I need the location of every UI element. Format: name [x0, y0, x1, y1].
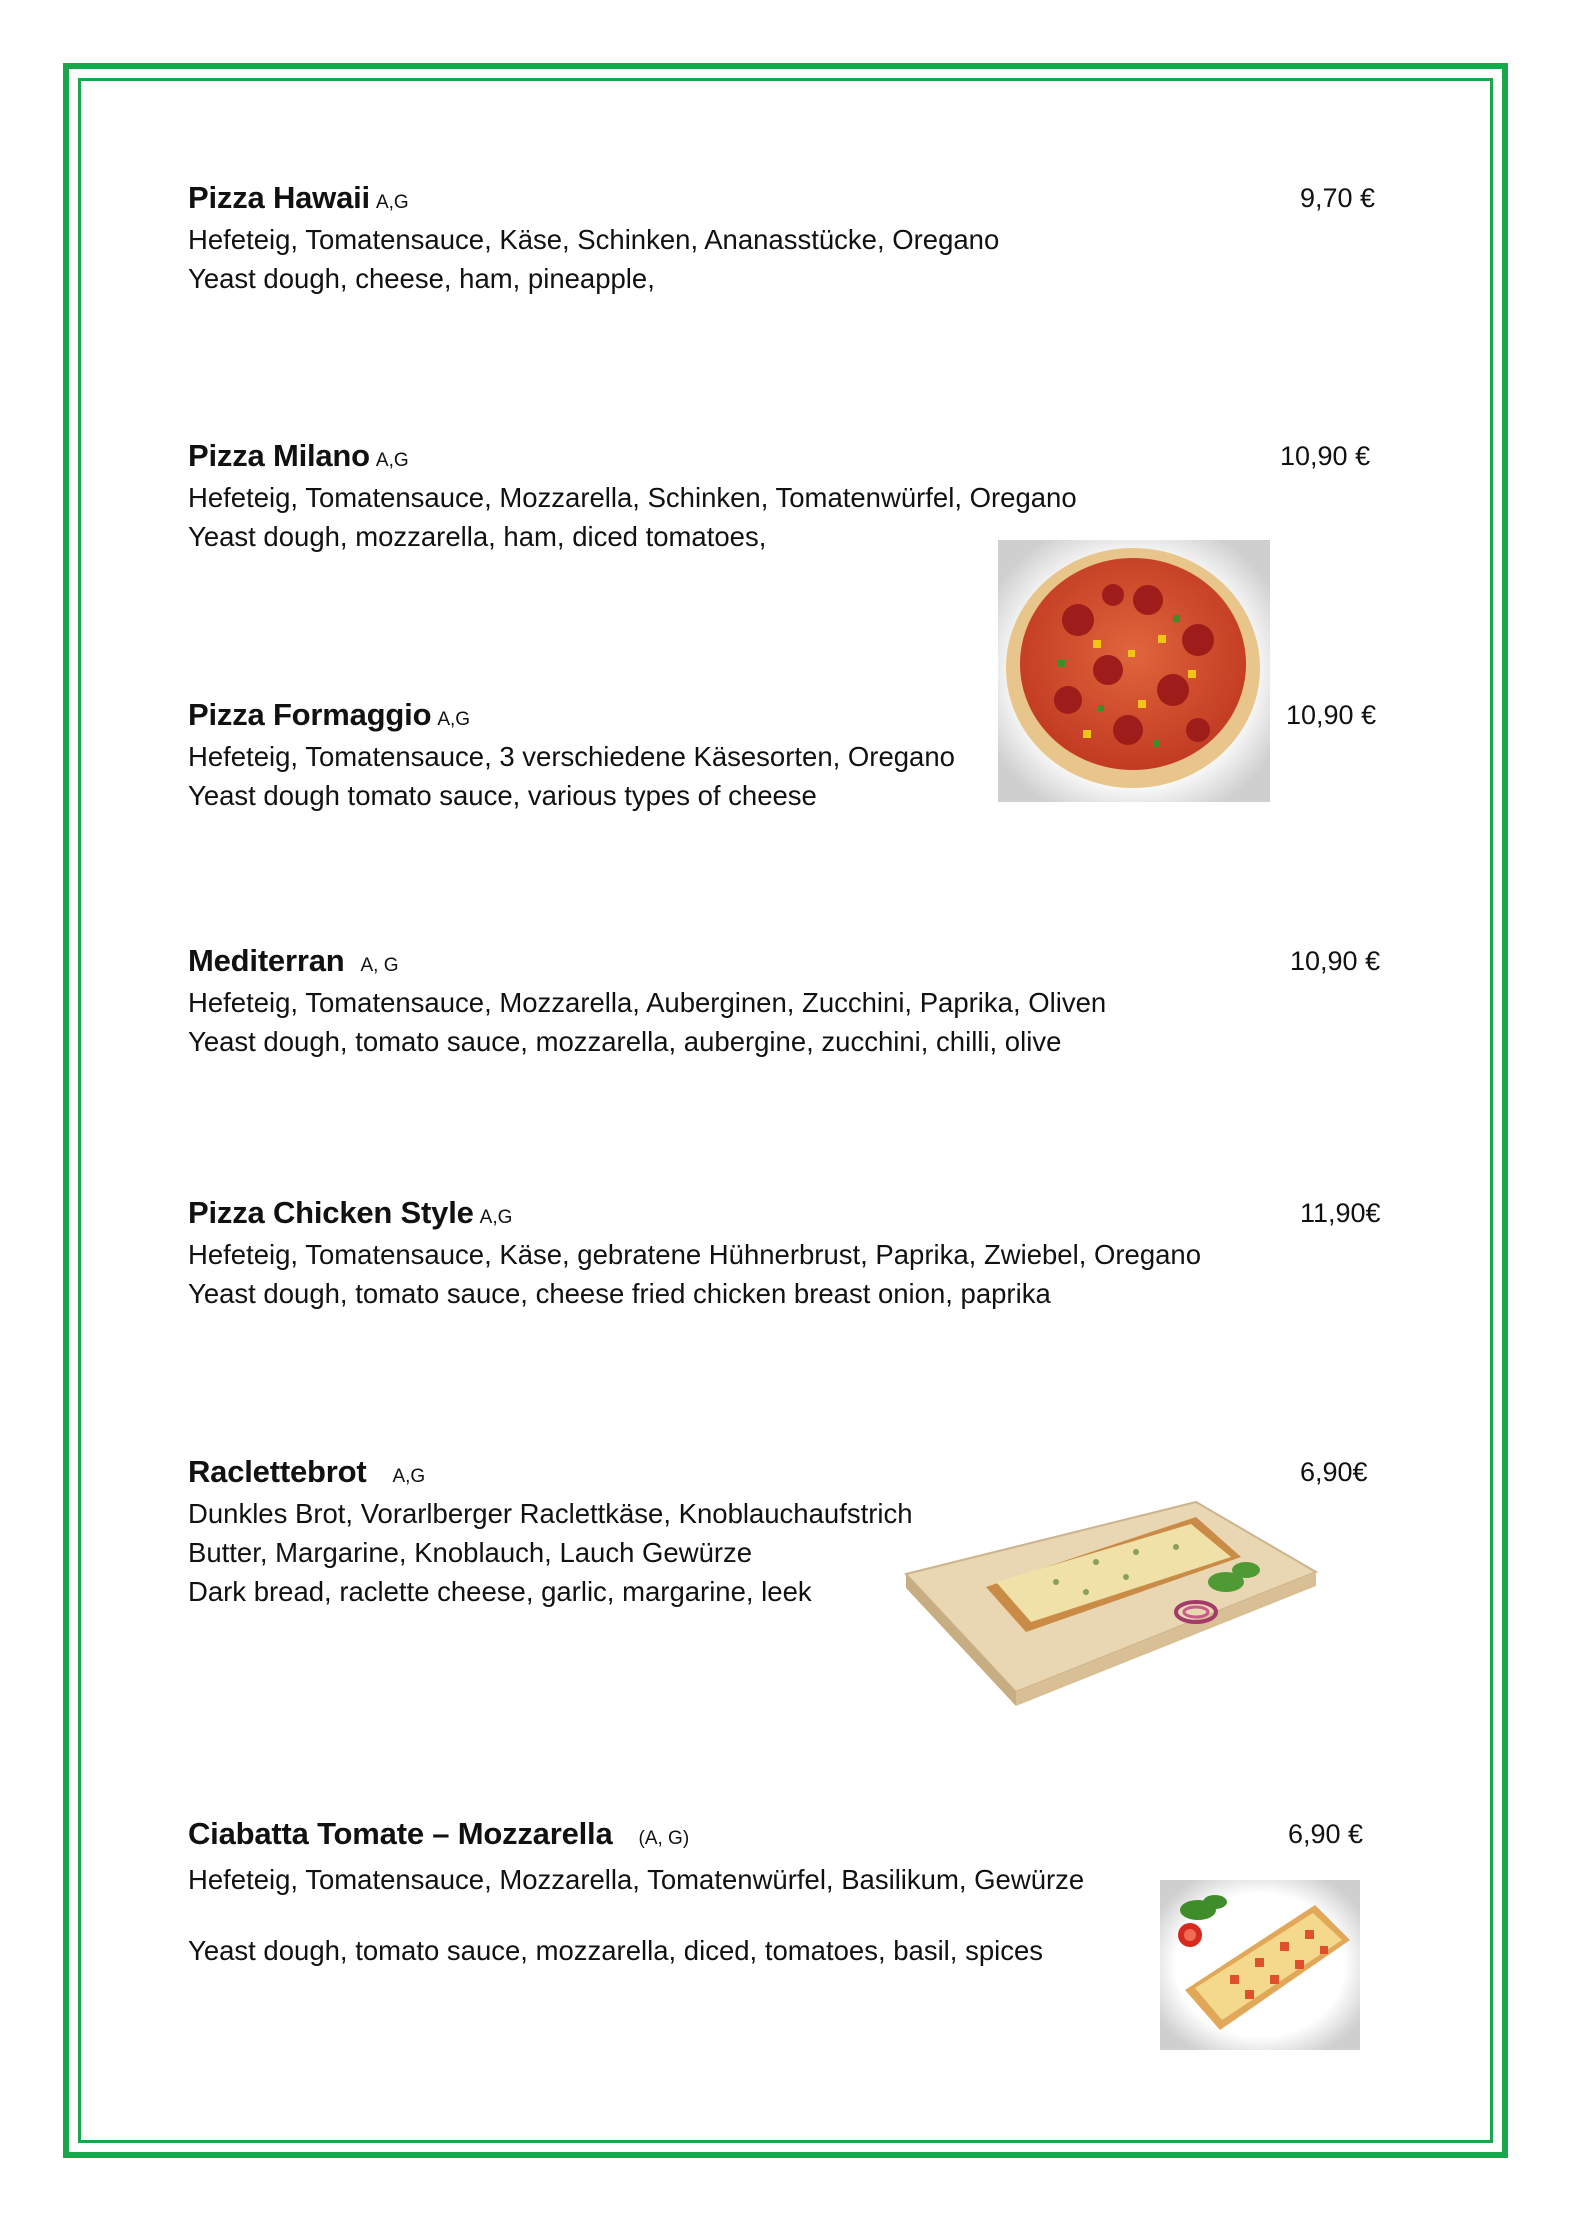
- item-allergens: A,G: [437, 709, 471, 730]
- item-description-de: Hefeteig, Tomatensauce, Mozzarella, Schinken, Tomatenwürfel, Oregano: [188, 482, 1077, 513]
- item-description-en: Yeast dough, cheese, ham, pineapple,: [188, 263, 655, 294]
- item-description-de: Hefeteig, Tomatensauce, Mozzarella, Auberginen, Zucchini, Paprika, Oliven: [188, 987, 1107, 1018]
- item-name: Pizza Hawaii: [188, 180, 370, 215]
- item-name: Raclettebrot: [188, 1454, 367, 1489]
- item-name: Ciabatta Tomate – Mozzarella: [188, 1816, 613, 1851]
- item-price: 11,90€: [1300, 1198, 1381, 1228]
- item-description-de-2: Butter, Margarine, Knoblauch, Lauch Gewürze: [188, 1537, 753, 1568]
- pizza-illustration: [998, 540, 1270, 802]
- item-allergens: A,G: [479, 1207, 513, 1228]
- menu-item-pizza-milano: [188, 434, 1388, 556]
- item-price: 10,90 €: [1286, 700, 1377, 730]
- item-allergens: A, G: [360, 955, 399, 976]
- item-description-en: Yeast dough, tomato sauce, cheese fried chicken breast onion, paprika: [188, 1278, 1051, 1309]
- item-description-de: Hefeteig, Tomatensauce, Käse, Schinken, Ananasstücke, Oregano: [188, 224, 1000, 255]
- item-price: 10,90 €: [1280, 441, 1371, 471]
- menu-item-pizza-chicken-style: [188, 1191, 1388, 1313]
- ciabatta-photo: [1160, 1880, 1360, 2050]
- raclette-bread-illustration: [896, 1462, 1318, 1712]
- item-name: Pizza Formaggio: [188, 697, 432, 732]
- item-description-en: Yeast dough, tomato sauce, mozzarella, diced, tomatoes, basil, spices: [188, 1935, 1044, 1966]
- item-price: 10,90 €: [1290, 946, 1381, 976]
- ciabatta-illustration: [1160, 1880, 1360, 2050]
- item-price: 9,70 €: [1300, 183, 1376, 213]
- raclette-bread-photo: [896, 1462, 1318, 1712]
- item-allergens: (A, G): [638, 1828, 690, 1849]
- item-description-de: Hefeteig, Tomatensauce, 3 verschiedene Käsesorten, Oregano: [188, 741, 955, 772]
- menu-item-mediterran: [188, 939, 1388, 1061]
- item-description-en: Yeast dough tomato sauce, various types of cheese: [188, 780, 817, 811]
- item-allergens: A,G: [375, 450, 409, 471]
- item-description-de: Hefeteig, Tomatensauce, Mozzarella, Tomatenwürfel, Basilikum, Gewürze: [188, 1864, 1085, 1895]
- item-description-en: Dark bread, raclette cheese, garlic, margarine, leek: [188, 1576, 812, 1607]
- item-allergens: A,G: [375, 192, 409, 213]
- item-name: Mediterran: [188, 943, 345, 978]
- item-allergens: A,G: [392, 1466, 426, 1487]
- item-price: 6,90€: [1300, 1457, 1368, 1487]
- item-name: Pizza Chicken Style: [188, 1195, 474, 1230]
- item-name: Pizza Milano: [188, 438, 370, 473]
- item-description-de: Dunkles Brot, Vorarlberger Raclettkäse, Knoblauchaufstrich: [188, 1498, 913, 1529]
- pizza-photo: [998, 540, 1270, 802]
- item-description-en: Yeast dough, mozzarella, ham, diced tomatoes,: [188, 521, 767, 552]
- item-description-de: Hefeteig, Tomatensauce, Käse, gebratene Hühnerbrust, Paprika, Zwiebel, Oregano: [188, 1239, 1202, 1270]
- item-description-en: Yeast dough, tomato sauce, mozzarella, aubergine, zucchini, chilli, olive: [188, 1026, 1062, 1057]
- menu-item-pizza-hawaii: [188, 176, 1388, 298]
- item-price: 6,90 €: [1288, 1819, 1364, 1849]
